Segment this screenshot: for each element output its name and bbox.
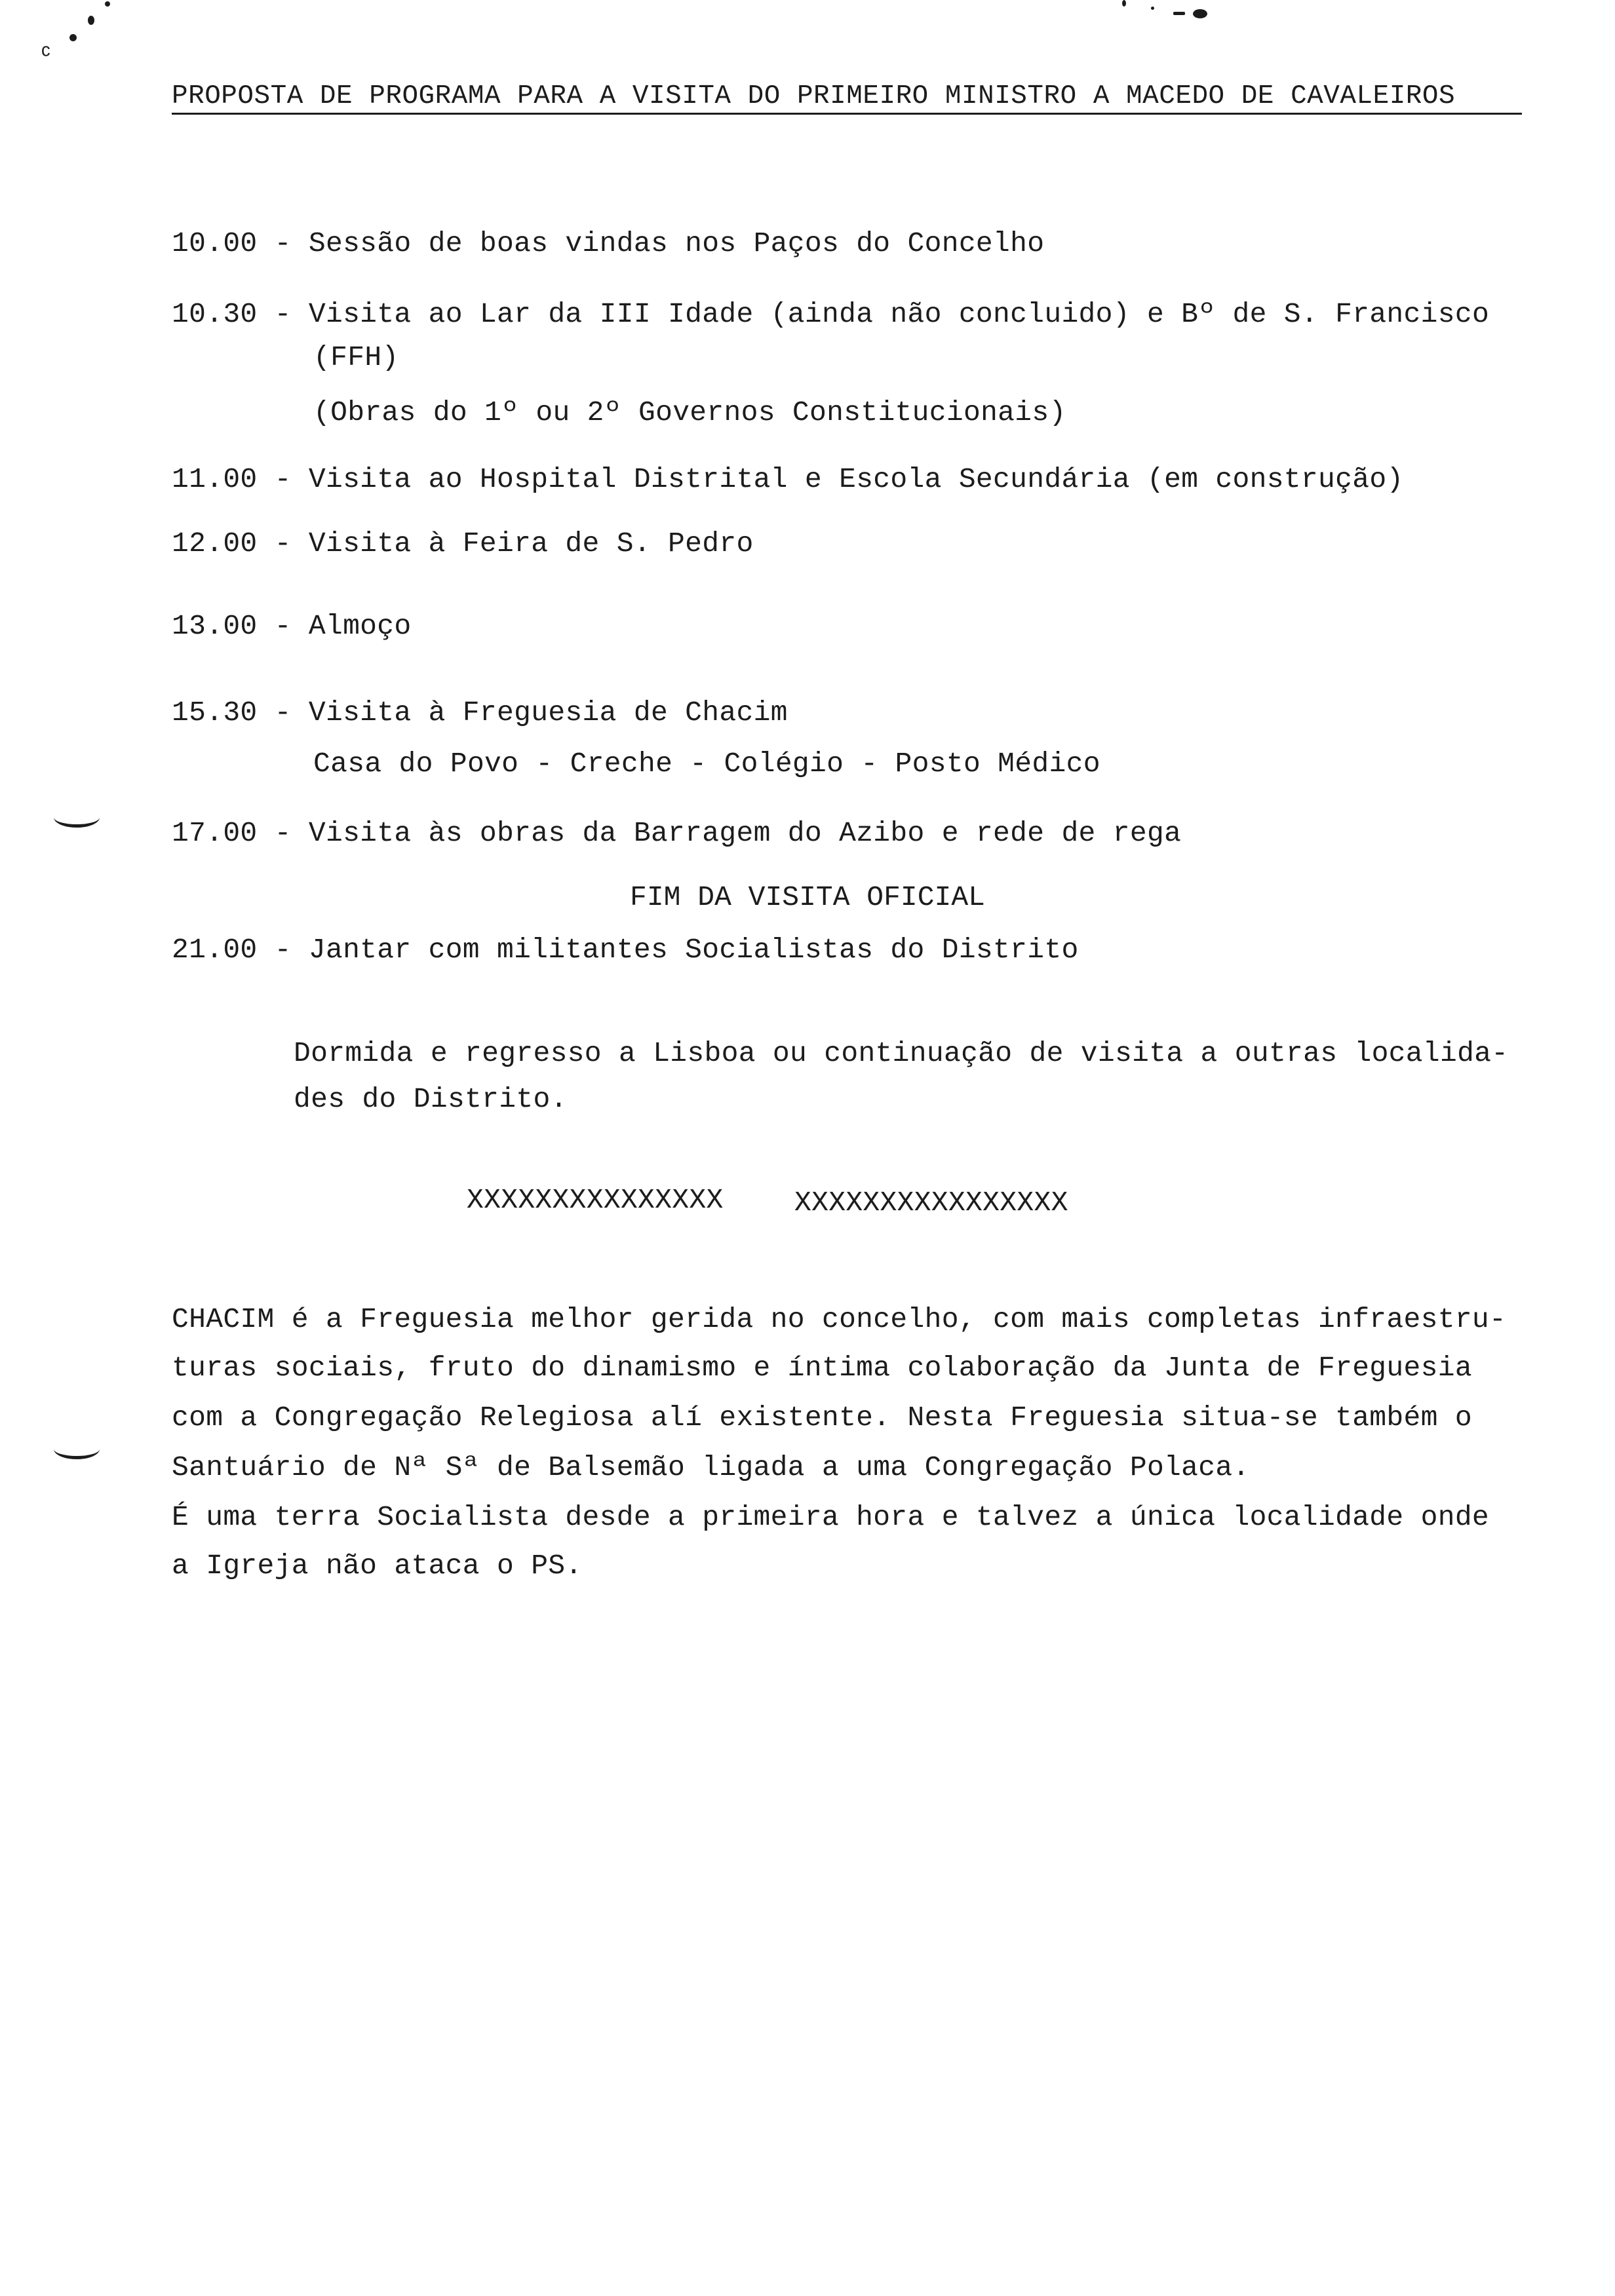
schedule-continuation: (Obras do 1º ou 2º Governos Constitucionais) xyxy=(313,396,1066,429)
schedule-text: Sessão de boas vindas nos Paços do Concelho xyxy=(308,227,1045,259)
margin-dot xyxy=(1193,9,1207,18)
schedule-dash: - xyxy=(274,298,292,330)
closing-line: des do Distrito. xyxy=(294,1083,568,1115)
margin-dot xyxy=(88,16,94,25)
paragraph-line: É uma terra Socialista desde a primeira hora e talvez a única localidade onde xyxy=(172,1501,1490,1533)
paragraph-line: turas sociais, fruto do dinamismo e íntima colaboração da Junta de Freguesia xyxy=(172,1352,1472,1384)
schedule-item xyxy=(172,297,1489,332)
margin-dot xyxy=(1173,12,1185,15)
page-title: PROPOSTA DE PROGRAMA PARA A VISITA DO PRIMEIRO MINISTRO A MACEDO DE CAVALEIROS xyxy=(172,81,1522,115)
schedule-time: 13.00 xyxy=(172,610,258,642)
schedule-time: 21.00 xyxy=(172,934,258,966)
paragraph-line: Santuário de Nª Sª de Balsemão ligada a uma Congregação Polaca. xyxy=(172,1451,1250,1483)
schedule-time: 10.30 xyxy=(172,298,258,330)
schedule-dash: - xyxy=(274,463,292,495)
schedule-continuation: (FFH) xyxy=(313,341,399,373)
schedule-text: Visita à Feira de S. Pedro xyxy=(308,527,754,560)
schedule-text: Visita ao Lar da III Idade (ainda não concluido) e Bº de S. Francisco xyxy=(308,298,1490,330)
schedule-item xyxy=(172,463,1404,497)
schedule-text: Visita à Freguesia de Chacim xyxy=(308,697,788,729)
schedule-continuation: Casa do Povo - Creche - Colégio - Posto Médico xyxy=(313,748,1100,780)
margin-bracket-mark xyxy=(54,1439,100,1459)
margin-dot xyxy=(105,1,110,7)
margin-dot xyxy=(1122,0,1126,7)
margin-dot xyxy=(1151,7,1154,10)
margin-bracket-mark xyxy=(54,807,100,828)
schedule-item xyxy=(172,527,754,561)
schedule-dash: - xyxy=(274,697,292,729)
schedule-dash: - xyxy=(274,227,292,259)
separator-right: XXXXXXXXXXXXXXXX xyxy=(794,1187,1068,1219)
schedule-time: 11.00 xyxy=(172,463,258,495)
schedule-item xyxy=(172,696,788,730)
schedule-text: Visita às obras da Barragem do Azibo e rede de rega xyxy=(308,817,1182,849)
closing-line: Dormida e regresso a Lisboa ou continuação de visita a outras localida- xyxy=(294,1037,1509,1069)
schedule-dash: - xyxy=(274,527,292,560)
schedule-time: 10.00 xyxy=(172,227,258,259)
paragraph-line: a Igreja não ataca o PS. xyxy=(172,1550,583,1582)
end-official-heading: FIM DA VISITA OFICIAL xyxy=(630,881,985,913)
schedule-item xyxy=(172,609,412,643)
schedule-dash: - xyxy=(274,817,292,849)
margin-dot xyxy=(69,34,77,41)
schedule-item xyxy=(172,816,1181,851)
schedule-text: Almoço xyxy=(308,610,412,642)
separator-left: XXXXXXXXXXXXXXX xyxy=(467,1184,724,1216)
paragraph-line: com a Congregação Relegiosa alí existente. Nesta Freguesia situa-se também o xyxy=(172,1402,1472,1434)
schedule-item xyxy=(172,227,1044,261)
paragraph-line: CHACIM é a Freguesia melhor gerida no concelho, com mais completas infraestru- xyxy=(172,1303,1507,1335)
schedule-text: Visita ao Hospital Distrital e Escola Secundária (em construção) xyxy=(308,463,1404,495)
schedule-dash: - xyxy=(274,610,292,642)
margin-mark-c: ᶜ xyxy=(38,41,54,71)
schedule-time: 12.00 xyxy=(172,527,258,560)
schedule-time: 15.30 xyxy=(172,697,258,729)
schedule-text: Jantar com militantes Socialistas do Distrito xyxy=(308,934,1079,966)
schedule-dash: - xyxy=(274,934,292,966)
schedule-time: 17.00 xyxy=(172,817,258,849)
schedule-item xyxy=(172,933,1079,967)
